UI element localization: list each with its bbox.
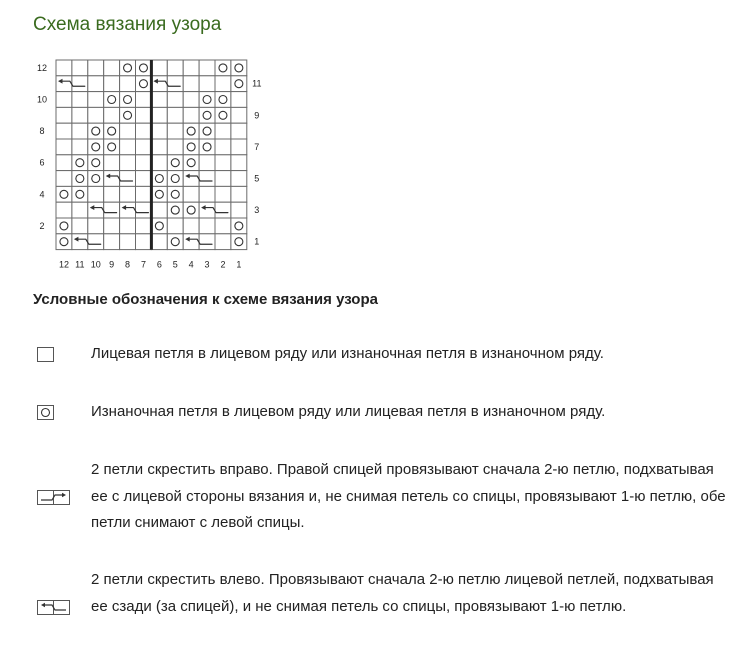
column-label: 11	[75, 259, 85, 270]
chart-cell	[88, 123, 104, 139]
chart-cell	[88, 171, 104, 187]
chart-cell	[151, 202, 167, 218]
chart-cell	[104, 155, 120, 171]
chart-cell	[104, 171, 120, 187]
chart-cell	[215, 171, 231, 187]
chart-cell	[136, 171, 152, 187]
chart-cell	[167, 76, 183, 92]
chart-cell	[136, 234, 152, 250]
chart-cell	[199, 155, 215, 171]
row-label-left: 6	[39, 157, 45, 168]
chart-cell	[167, 107, 183, 123]
row-label-left: 4	[39, 189, 45, 200]
circle-in-square-icon	[37, 405, 54, 420]
chart-cell	[183, 218, 199, 234]
chart-cell	[88, 107, 104, 123]
chart-cell	[231, 155, 247, 171]
chart-cell	[151, 171, 167, 187]
chart-cell	[88, 186, 104, 202]
chart-cell	[104, 123, 120, 139]
chart-cell	[72, 218, 88, 234]
chart-cell	[183, 186, 199, 202]
chart-cell	[199, 76, 215, 92]
chart-cell	[120, 76, 136, 92]
chart-cell	[231, 218, 247, 234]
row-label-right: 11	[252, 78, 262, 89]
chart-cell	[151, 123, 167, 139]
chart-cell	[72, 234, 88, 250]
chart-cell	[56, 186, 72, 202]
chart-cell	[151, 76, 167, 92]
chart-cell	[136, 218, 152, 234]
chart-cell	[215, 60, 231, 76]
chart-cell	[215, 202, 231, 218]
legend-title: Условные обозначения к схеме вязания узора	[33, 291, 378, 308]
chart-cell	[151, 186, 167, 202]
chart-cell	[183, 234, 199, 250]
chart-cell	[231, 60, 247, 76]
chart-cell	[215, 234, 231, 250]
chart-cell	[151, 107, 167, 123]
chart-cell	[231, 76, 247, 92]
chart-cell	[167, 202, 183, 218]
chart-cell	[231, 123, 247, 139]
chart-cell	[136, 186, 152, 202]
chart-cell	[136, 76, 152, 92]
chart-cell	[104, 186, 120, 202]
chart-cell	[88, 92, 104, 108]
chart-cell	[72, 155, 88, 171]
chart-cell	[136, 92, 152, 108]
chart-cell	[104, 218, 120, 234]
chart-cell	[215, 218, 231, 234]
chart-cell	[72, 139, 88, 155]
chart-cell	[120, 202, 136, 218]
chart-cell	[167, 171, 183, 187]
chart-cell	[56, 202, 72, 218]
row-label-right: 1	[254, 236, 260, 247]
chart-cell	[231, 234, 247, 250]
chart-cell	[167, 234, 183, 250]
chart-cell	[72, 107, 88, 123]
chart-cell	[199, 139, 215, 155]
chart-cell	[120, 155, 136, 171]
row-label-left: 10	[36, 94, 48, 105]
chart-cell	[199, 123, 215, 139]
chart-cell	[215, 107, 231, 123]
chart-cell	[231, 186, 247, 202]
column-label: 7	[140, 259, 146, 270]
chart-cell	[183, 202, 199, 218]
chart-cell	[183, 155, 199, 171]
chart-cell	[120, 92, 136, 108]
chart-cell	[231, 92, 247, 108]
chart-cell	[104, 92, 120, 108]
chart-cell	[88, 155, 104, 171]
chart-cell	[120, 171, 136, 187]
chart-cell	[72, 123, 88, 139]
chart-cell	[120, 60, 136, 76]
chart-cell	[151, 218, 167, 234]
knitting-chart	[30, 55, 270, 275]
chart-cell	[183, 60, 199, 76]
chart-cell	[72, 171, 88, 187]
row-label-right: 9	[254, 110, 260, 121]
chart-cell	[104, 107, 120, 123]
chart-cell	[88, 218, 104, 234]
chart-cell	[56, 171, 72, 187]
column-label: 4	[188, 259, 194, 270]
row-label-right: 5	[254, 173, 260, 184]
chart-cell	[88, 60, 104, 76]
chart-cell	[136, 155, 152, 171]
chart-cell	[151, 139, 167, 155]
chart-cell	[72, 76, 88, 92]
column-label: 6	[156, 259, 162, 270]
chart-cell	[215, 186, 231, 202]
chart-cell	[167, 218, 183, 234]
chart-cell	[199, 60, 215, 76]
chart-cell	[183, 76, 199, 92]
row-label-right: 3	[254, 205, 260, 216]
chart-cell	[56, 218, 72, 234]
chart-cell	[183, 107, 199, 123]
chart-cell	[56, 60, 72, 76]
chart-cell	[56, 92, 72, 108]
chart-cell	[104, 139, 120, 155]
chart-cell	[136, 202, 152, 218]
column-label: 8	[125, 259, 131, 270]
empty-square-icon	[37, 347, 54, 362]
chart-cell	[151, 60, 167, 76]
legend-text-right-cross: 2 петли скрестить вправо. Правой спицей провязывают сначала 2-ю петлю, подхватывая ее с лицевой стороны вязания и, не снимая петель со спицы, провязывают 1-ю петлю, обе петли снимают с левой спицы.	[91, 461, 726, 531]
chart-cell	[183, 123, 199, 139]
chart-cell	[215, 155, 231, 171]
chart-cell	[136, 107, 152, 123]
chart-cell	[151, 234, 167, 250]
chart-cell	[104, 202, 120, 218]
chart-cell	[151, 155, 167, 171]
chart-cell	[104, 234, 120, 250]
row-label-left: 2	[39, 220, 45, 231]
chart-cell	[215, 76, 231, 92]
chart-cell	[56, 76, 72, 92]
right-cross-arrow-icon	[37, 490, 70, 505]
row-label-left: 12	[36, 62, 48, 73]
chart-cell	[231, 202, 247, 218]
column-label: 9	[109, 259, 115, 270]
row-label-right: 7	[254, 141, 260, 152]
chart-cell	[231, 107, 247, 123]
left-cross-arrow-icon	[37, 600, 70, 615]
chart-cell	[199, 107, 215, 123]
chart-cell	[72, 60, 88, 76]
knitting-chart-grid	[30, 55, 270, 275]
chart-cell	[167, 139, 183, 155]
chart-cell	[167, 60, 183, 76]
chart-cell	[56, 123, 72, 139]
column-label: 2	[220, 259, 226, 270]
chart-cell	[136, 123, 152, 139]
chart-cell	[120, 186, 136, 202]
chart-cell	[231, 139, 247, 155]
chart-cell	[104, 60, 120, 76]
chart-cell	[199, 186, 215, 202]
chart-cell	[88, 234, 104, 250]
chart-cell	[183, 92, 199, 108]
chart-cell	[183, 139, 199, 155]
chart-cell	[183, 171, 199, 187]
chart-cell	[199, 234, 215, 250]
chart-cell	[104, 76, 120, 92]
chart-cell	[120, 139, 136, 155]
chart-cell	[72, 186, 88, 202]
legend-text-purl: Изнаночная петля в лицевом ряду или лицевая петля в изнаночном ряду.	[91, 403, 606, 420]
chart-cell	[199, 202, 215, 218]
chart-cell	[215, 123, 231, 139]
column-label: 10	[90, 259, 101, 270]
chart-cell	[56, 155, 72, 171]
chart-cell	[72, 202, 88, 218]
chart-cell	[88, 202, 104, 218]
chart-cell	[120, 123, 136, 139]
chart-cell	[151, 92, 167, 108]
column-label: 1	[236, 259, 242, 270]
column-label: 3	[204, 259, 210, 270]
chart-cell	[167, 155, 183, 171]
chart-cell	[88, 139, 104, 155]
chart-cell	[199, 218, 215, 234]
legend-text-left-cross: 2 петли скрестить влево. Провязывают сначала 2-ю петлю лицевой петлей, подхватывая ее сзади (за спицей), и не снимая петель со спицы, провязывают 1-ю петлю.	[91, 571, 714, 615]
chart-cell	[215, 92, 231, 108]
chart-cell	[136, 139, 152, 155]
legend-text-knit: Лицевая петля в лицевом ряду или изнаночная петля в изнаночном ряду.	[91, 345, 604, 362]
column-label: 5	[172, 259, 178, 270]
chart-cell	[167, 123, 183, 139]
chart-cell	[56, 107, 72, 123]
chart-cell	[167, 92, 183, 108]
chart-cell	[56, 139, 72, 155]
row-label-left: 8	[39, 126, 45, 137]
chart-cell	[199, 92, 215, 108]
chart-cell	[167, 186, 183, 202]
chart-cell	[120, 107, 136, 123]
chart-cell	[88, 76, 104, 92]
chart-cell	[72, 92, 88, 108]
chart-cell	[56, 234, 72, 250]
chart-cell	[136, 60, 152, 76]
chart-cell	[231, 171, 247, 187]
chart-cell	[215, 139, 231, 155]
chart-cell	[120, 218, 136, 234]
page-title: Схема вязания узора	[33, 14, 222, 35]
column-label: 12	[58, 259, 69, 270]
chart-cell	[120, 234, 136, 250]
chart-cell	[199, 171, 215, 187]
